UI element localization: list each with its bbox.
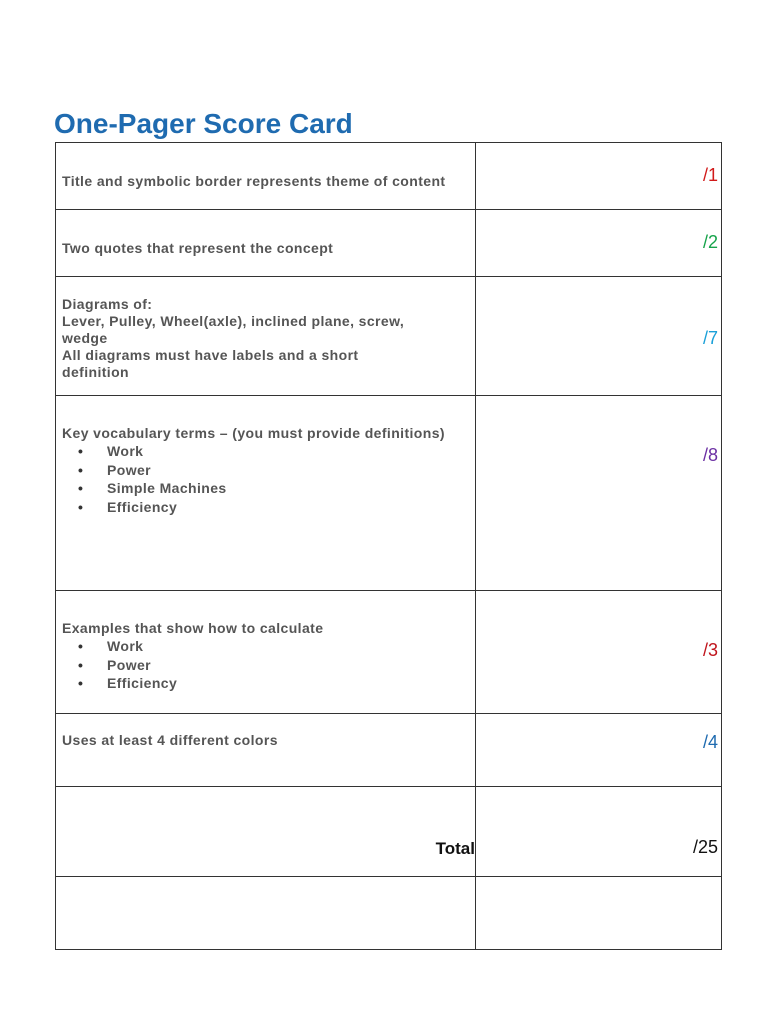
criterion-cell: [56, 277, 476, 396]
table-row: [56, 277, 722, 396]
bullet-icon: •: [78, 480, 84, 496]
criterion-cell: [56, 143, 476, 210]
table-row: [56, 143, 722, 210]
bullet-icon: •: [78, 638, 84, 654]
score-cell: [476, 143, 722, 210]
criterion-cell: [56, 591, 476, 714]
score-cell: [476, 714, 722, 787]
empty-cell: [476, 877, 722, 950]
empty-cell: [56, 877, 476, 950]
bullet-list: [62, 442, 469, 516]
criterion-text: Diagrams of:: [62, 296, 153, 312]
total-label: Total: [435, 839, 475, 858]
table-row: [56, 714, 722, 787]
criterion-text: definition: [62, 364, 129, 380]
criterion-text: Examples that show how to calculate: [62, 620, 324, 636]
list-item: • Work: [78, 443, 144, 459]
list-item: • Power: [78, 656, 152, 673]
bullet-icon: •: [78, 461, 84, 478]
bullet-icon: •: [78, 498, 84, 515]
score-value: /7: [702, 328, 718, 348]
score-card-table: [55, 142, 722, 950]
criterion-text: Lever, Pulley, Wheel(axle), inclined plane, screw,: [62, 313, 405, 329]
score-cell: [476, 210, 722, 277]
criterion-text: Key vocabulary terms – (you must provide definitions): [62, 425, 445, 441]
empty-row: [56, 877, 722, 950]
total-label-cell: [56, 787, 476, 877]
list-item: • Simple Machines: [78, 480, 227, 496]
table-row: [56, 396, 722, 591]
total-score: /25: [692, 837, 718, 857]
bullet-icon: •: [78, 656, 84, 673]
list-item: • Power: [78, 461, 152, 478]
list-item: • Work: [78, 638, 144, 654]
bullet-list: [62, 637, 469, 693]
bullet-icon: •: [78, 675, 84, 691]
score-value: /3: [702, 640, 718, 660]
total-score-cell: [476, 787, 722, 877]
list-item: • Efficiency: [78, 675, 178, 691]
criterion-cell: [56, 210, 476, 277]
criterion-text: Two quotes that represent the concept: [62, 240, 334, 256]
bullet-icon: •: [78, 443, 84, 459]
score-cell: [476, 277, 722, 396]
score-value: /2: [702, 232, 718, 252]
criterion-cell: [56, 396, 476, 591]
score-value: /1: [702, 165, 718, 185]
table-row: [56, 591, 722, 714]
criterion-text: wedge: [62, 330, 108, 346]
criterion-text: Uses at least 4 different colors: [62, 732, 278, 748]
total-row: [56, 787, 722, 877]
criterion-text: All diagrams must have labels and a short: [62, 347, 359, 363]
criterion-cell: [56, 714, 476, 787]
list-item: • Efficiency: [78, 498, 178, 515]
table-row: [56, 210, 722, 277]
score-cell: [476, 591, 722, 714]
page-title: One-Pager Score Card: [54, 108, 353, 139]
score-value: /8: [702, 445, 718, 465]
criterion-text: Title and symbolic border represents theme of content: [62, 173, 446, 189]
score-cell: [476, 396, 722, 591]
score-value: /4: [702, 732, 718, 752]
